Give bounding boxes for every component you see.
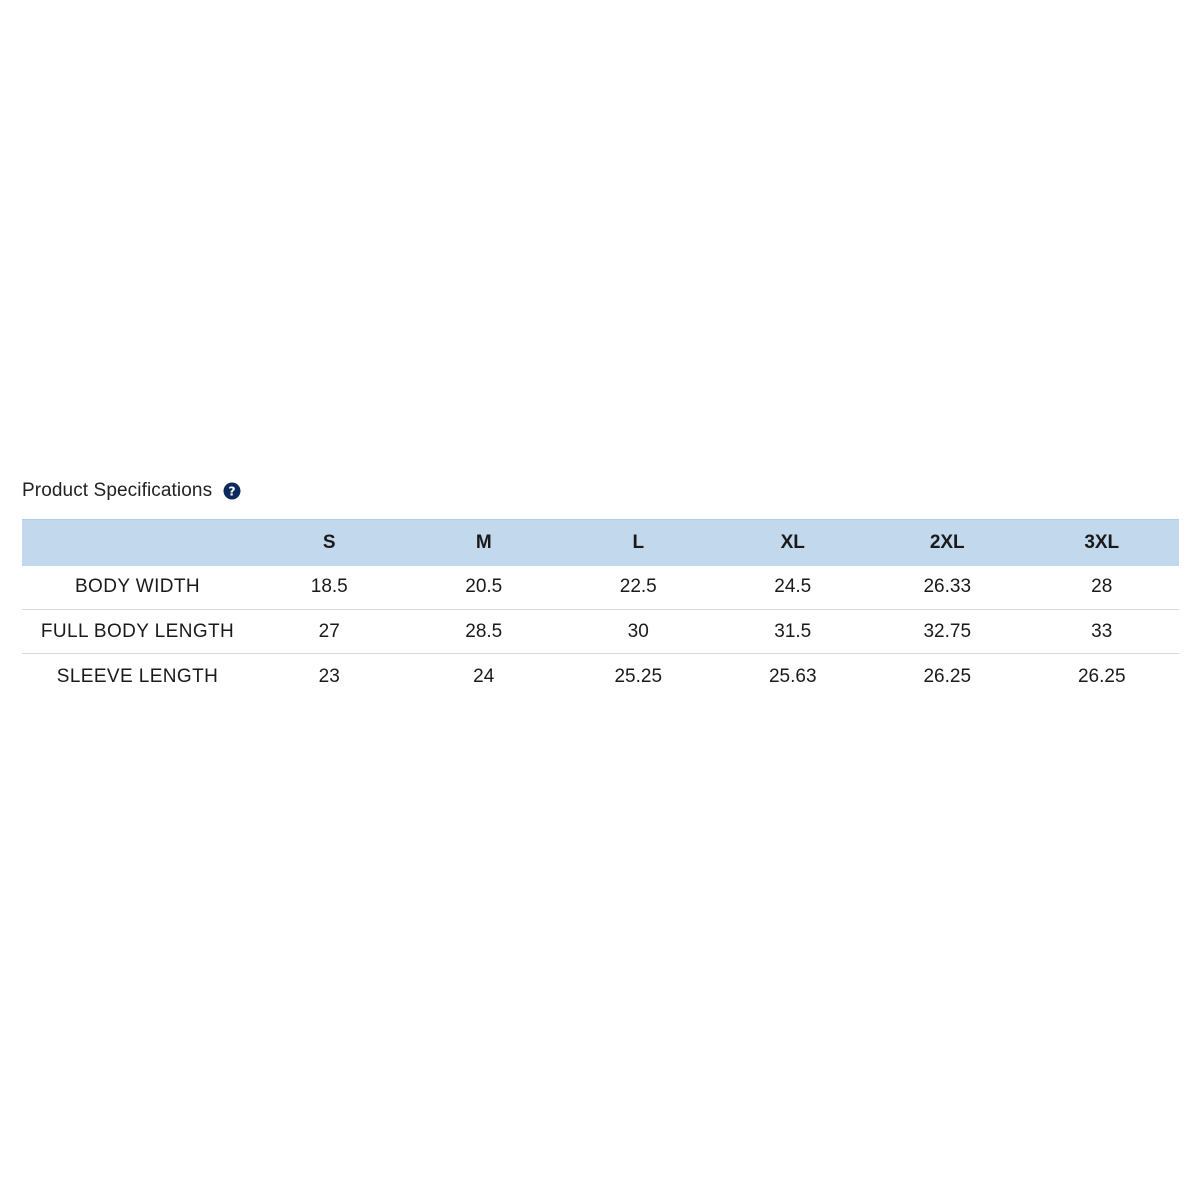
table-cell: 26.25 — [923, 665, 972, 687]
table-cell: 24.5 — [774, 576, 812, 598]
table-cell: 26.25 — [1077, 665, 1126, 687]
table-header-row — [22, 520, 1179, 566]
table-row — [22, 654, 1179, 700]
header-cell-size: XL — [780, 531, 805, 553]
table-cell: 20.5 — [465, 576, 503, 598]
table-cell: 23 — [318, 665, 340, 687]
table-cell: 18.5 — [310, 576, 348, 598]
table-cell: 33 — [1091, 620, 1113, 642]
row-label: FULL BODY LENGTH — [40, 620, 235, 642]
question-circle-icon[interactable] — [223, 482, 241, 500]
table-cell: 28 — [1091, 576, 1113, 598]
header-cell-size: 3XL — [1084, 531, 1120, 553]
row-label: BODY WIDTH — [74, 576, 201, 598]
table-cell: 26.33 — [923, 576, 972, 598]
table-cell: 25.25 — [614, 665, 663, 687]
table-cell: 28.5 — [465, 620, 503, 642]
header-cell-size: 2XL — [929, 531, 965, 553]
table-cell: 32.75 — [923, 620, 972, 642]
table-cell: 24 — [473, 665, 495, 687]
table-cell: 25.63 — [768, 665, 817, 687]
header-cell-size: M — [475, 531, 492, 553]
table-cell: 30 — [627, 620, 649, 642]
header-cell-size: L — [632, 531, 645, 553]
row-label: SLEEVE LENGTH — [56, 665, 219, 687]
table-row — [22, 610, 1179, 654]
section-title: Product Specifications — [22, 480, 213, 501]
size-chart-table — [22, 519, 1179, 700]
header-cell-size: S — [322, 531, 336, 553]
product-specifications-section — [22, 476, 1179, 700]
table-cell: 31.5 — [774, 620, 812, 642]
table-row — [22, 566, 1179, 610]
table-cell: 27 — [318, 620, 340, 642]
section-heading — [22, 476, 1179, 506]
table-cell: 22.5 — [619, 576, 657, 598]
svg-text:?: ? — [228, 483, 236, 499]
header-cell-empty — [22, 520, 252, 566]
